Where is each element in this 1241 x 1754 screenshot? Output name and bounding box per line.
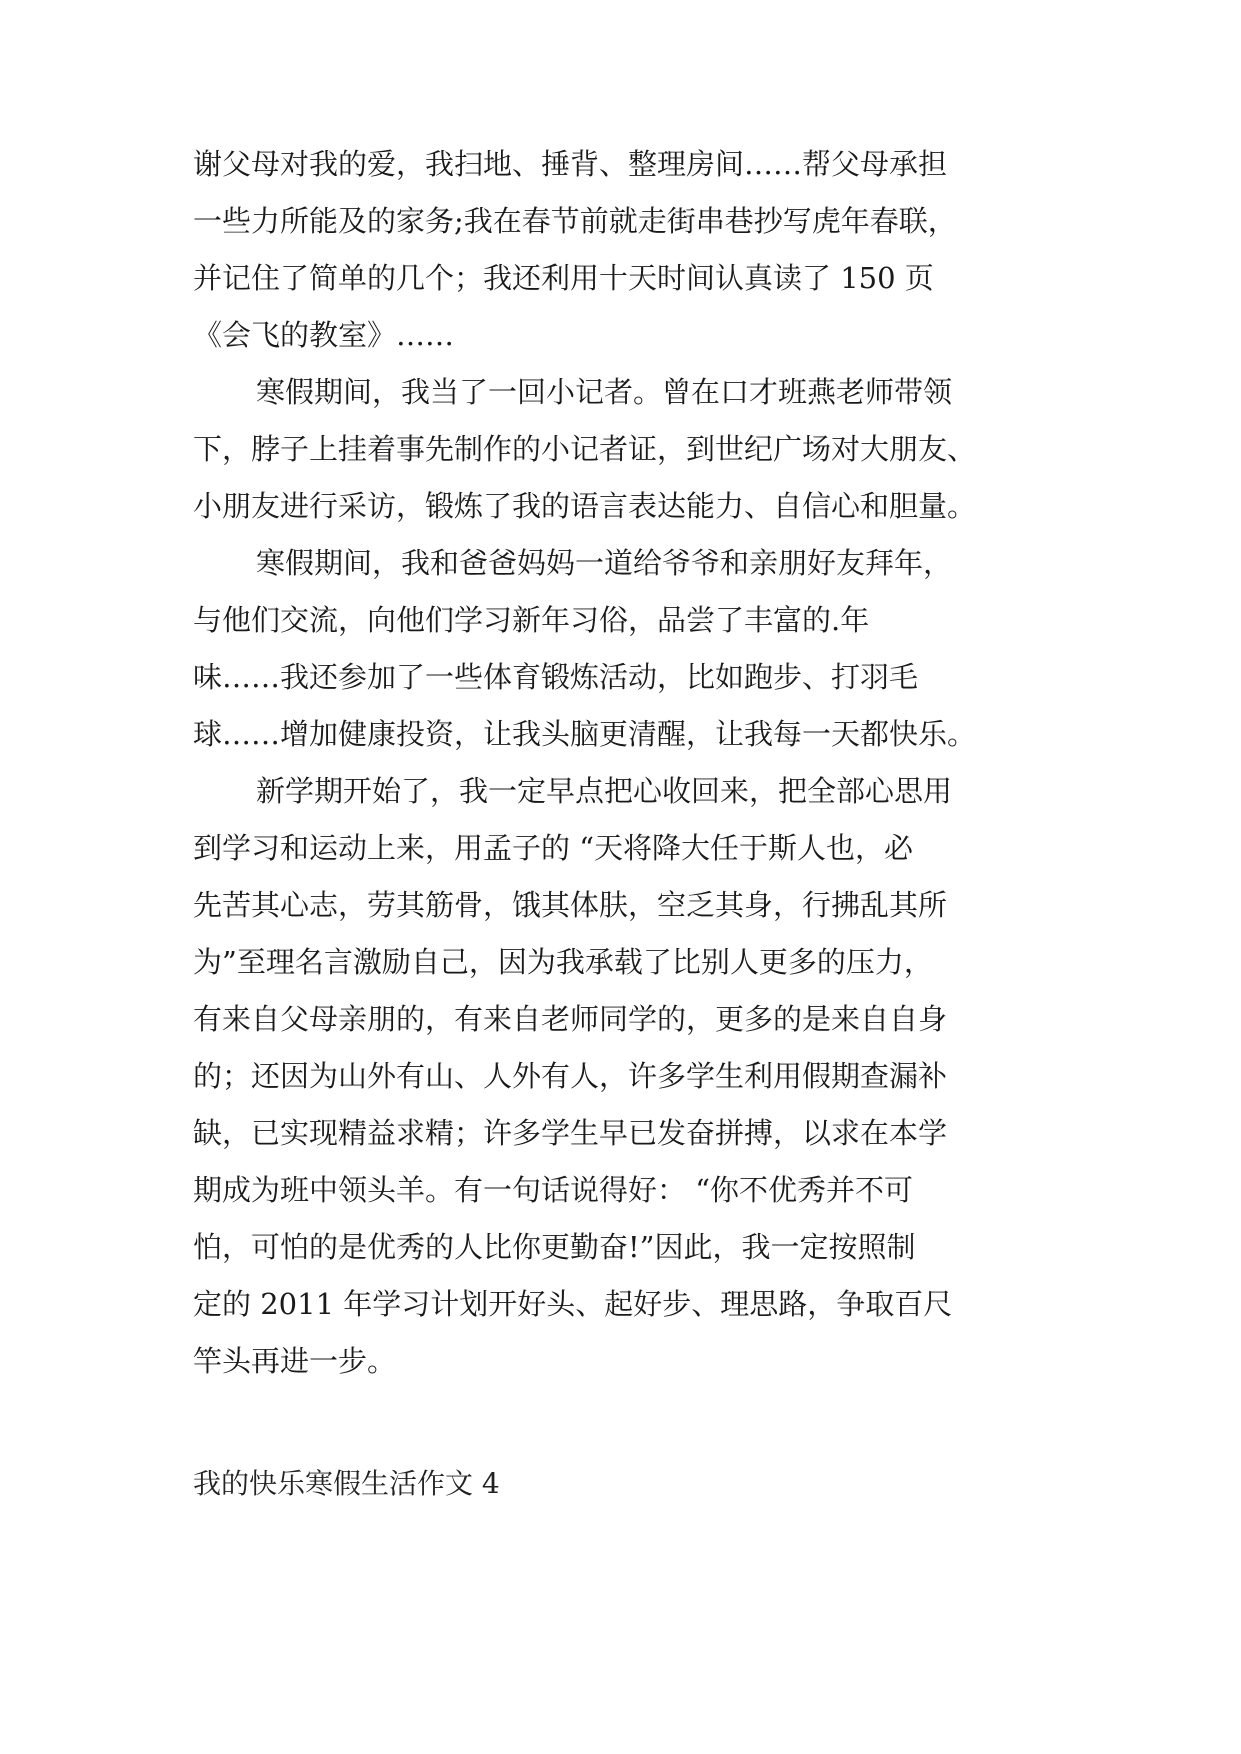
text-line: 小朋友进行采访，锻炼了我的语言表达能力、自信心和胆量。 <box>193 489 977 523</box>
text-line: 味……我还参加了一些体育锻炼活动，比如跑步、打羽毛 <box>193 660 919 694</box>
text-line: 先苦其心志，劳其筋骨，饿其体肤，空乏其身，行拂乱其所 <box>193 888 948 922</box>
paragraph-start-line: 寒假期间，我当了一回小记者。曾在口才班燕老师带领 <box>256 375 953 409</box>
text-line: 有来自父母亲朋的，有来自老师同学的，更多的是来自自身 <box>193 1002 948 1036</box>
text-line: 期成为班中领头羊。有一句话说得好： “你不优秀并不可 <box>193 1173 914 1207</box>
text-line: 与他们交流，向他们学习新年习俗，品尝了丰富的.年 <box>193 603 870 637</box>
text-line: 《会飞的教室》…… <box>193 318 455 352</box>
text-line: 怕，可怕的是优秀的人比你更勤奋!”因此，我一定按照制 <box>193 1230 916 1264</box>
paragraph-start-line: 新学期开始了，我一定早点把心收回来，把全部心思用 <box>256 774 953 808</box>
text-line: 谢父母对我的爱，我扫地、捶背、整理房间……帮父母承担 <box>193 147 948 181</box>
paragraph-start-line: 寒假期间，我和爸爸妈妈一道给爷爷和亲朋好友拜年， <box>256 546 953 580</box>
text-line: 竿头再进一步。 <box>193 1344 397 1378</box>
text-line: 并记住了简单的几个；我还利用十天时间认真读了 150 页 <box>193 261 934 295</box>
text-line: 一些力所能及的家务;我在春节前就走街串巷抄写虎年春联， <box>193 204 957 238</box>
text-line: 为”至理名言激励自己，因为我承载了比别人更多的压力， <box>193 945 933 979</box>
text-line: 下，脖子上挂着事先制作的小记者证，到世纪广场对大朋友、 <box>193 432 977 466</box>
text-line: 定的 2011 年学习计划开好头、起好步、理思路，争取百尺 <box>193 1287 953 1321</box>
text-line: 缺，已实现精益求精；许多学生早已发奋拼搏，以求在本学 <box>193 1116 948 1150</box>
section-heading: 我的快乐寒假生活作文 4 <box>193 1467 500 1500</box>
text-line: 的；还因为山外有山、人外有人，许多学生利用假期查漏补 <box>193 1059 948 1093</box>
text-line: 到学习和运动上来，用孟子的 “天将降大任于斯人也，必 <box>193 831 914 865</box>
text-line: 球……增加健康投资，让我头脑更清醒，让我每一天都快乐。 <box>193 717 977 751</box>
